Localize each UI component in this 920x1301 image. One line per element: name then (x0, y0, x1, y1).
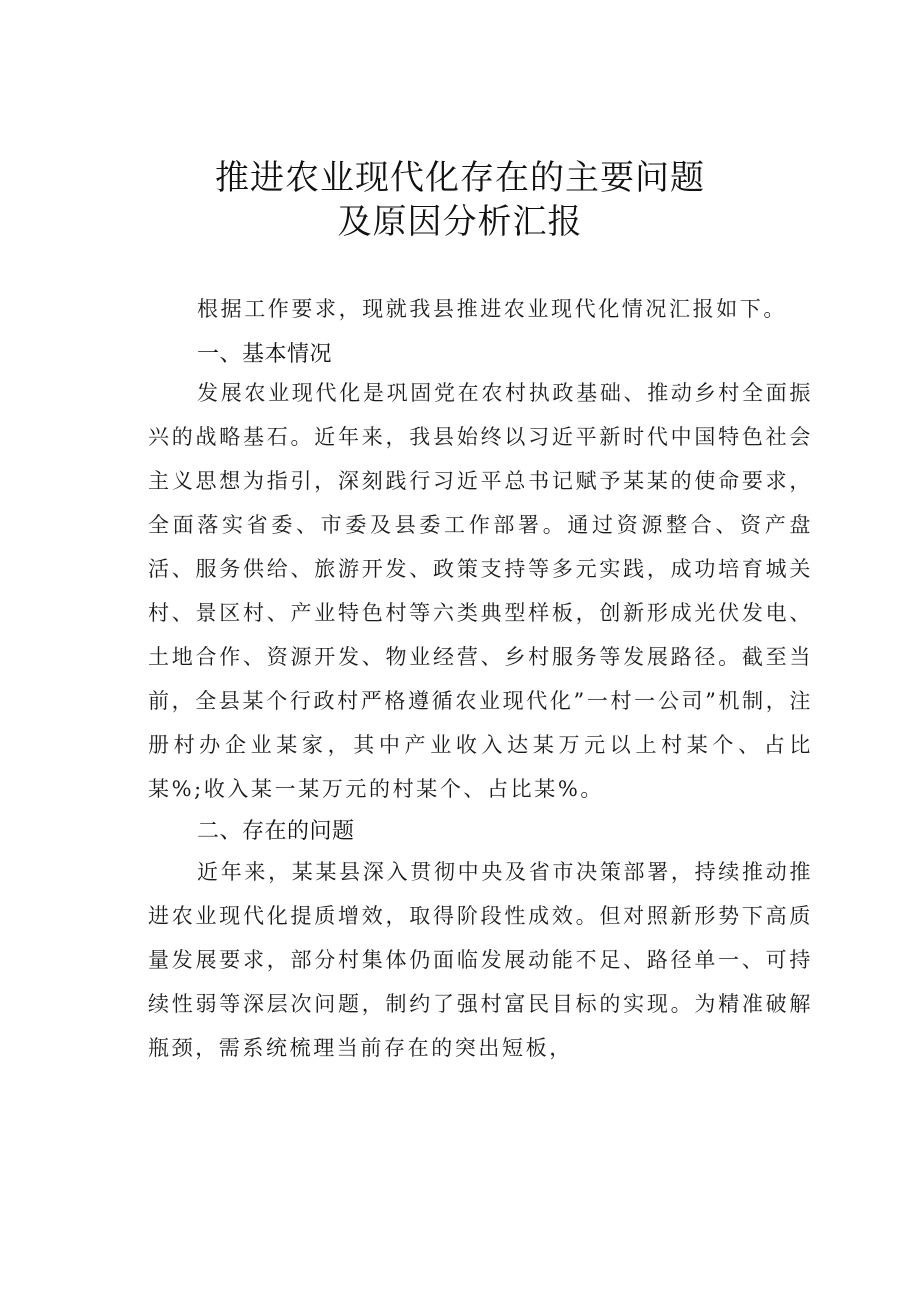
section-body-existing-problems: 近年来，某某县深入贯彻中央及省市决策部署，持续推动推进农业现代化提质增效，取得阶段性成效。但对照新形势下高质量发展要求，部分村集体仍面临发展动能不足、路径单一、可持续性弱等深层次问题，制约了强村富民目标的实现。为精准破解瓶颈，需系统梳理当前存在的突出短板， (148, 860, 813, 1060)
document-title-line-1: 推进农业现代化存在的主要问题 (215, 158, 705, 198)
section-body-basic-situation: 发展农业现代化是巩固党在农村执政基础、推动乡村全面振兴的战略基石。近年来，我县始终以习近平新时代中国特色社会主义思想为指引，深刻践行习近平总书记赋予某某的使命要求，全面落实省委、市委及县委工作部署。通过资源整合、资产盘活、服务供给、旅游开发、政策支持等多元实践，成功培育城关村、景区村、产业特色村等六类典型样板，创新形成光伏发电、土地合作、资源开发、物业经营、乡村服务等发展路径。截至当前，全县某个行政村严格遵循农业现代化”一村一公司”机制，注册村办企业某家，其中产业收入达某万元以上村某个、占比某%;收入某一某万元的村某个、占比某%。 (148, 381, 813, 801)
intro-paragraph: 根据工作要求，现就我县推进农业现代化情况汇报如下。 (197, 297, 787, 321)
document-title-line-2: 及原因分析汇报 (337, 202, 583, 242)
section-heading-basic-situation: 一、基本情况 (197, 342, 333, 367)
section-heading-existing-problems: 二、存在的问题 (197, 819, 355, 844)
